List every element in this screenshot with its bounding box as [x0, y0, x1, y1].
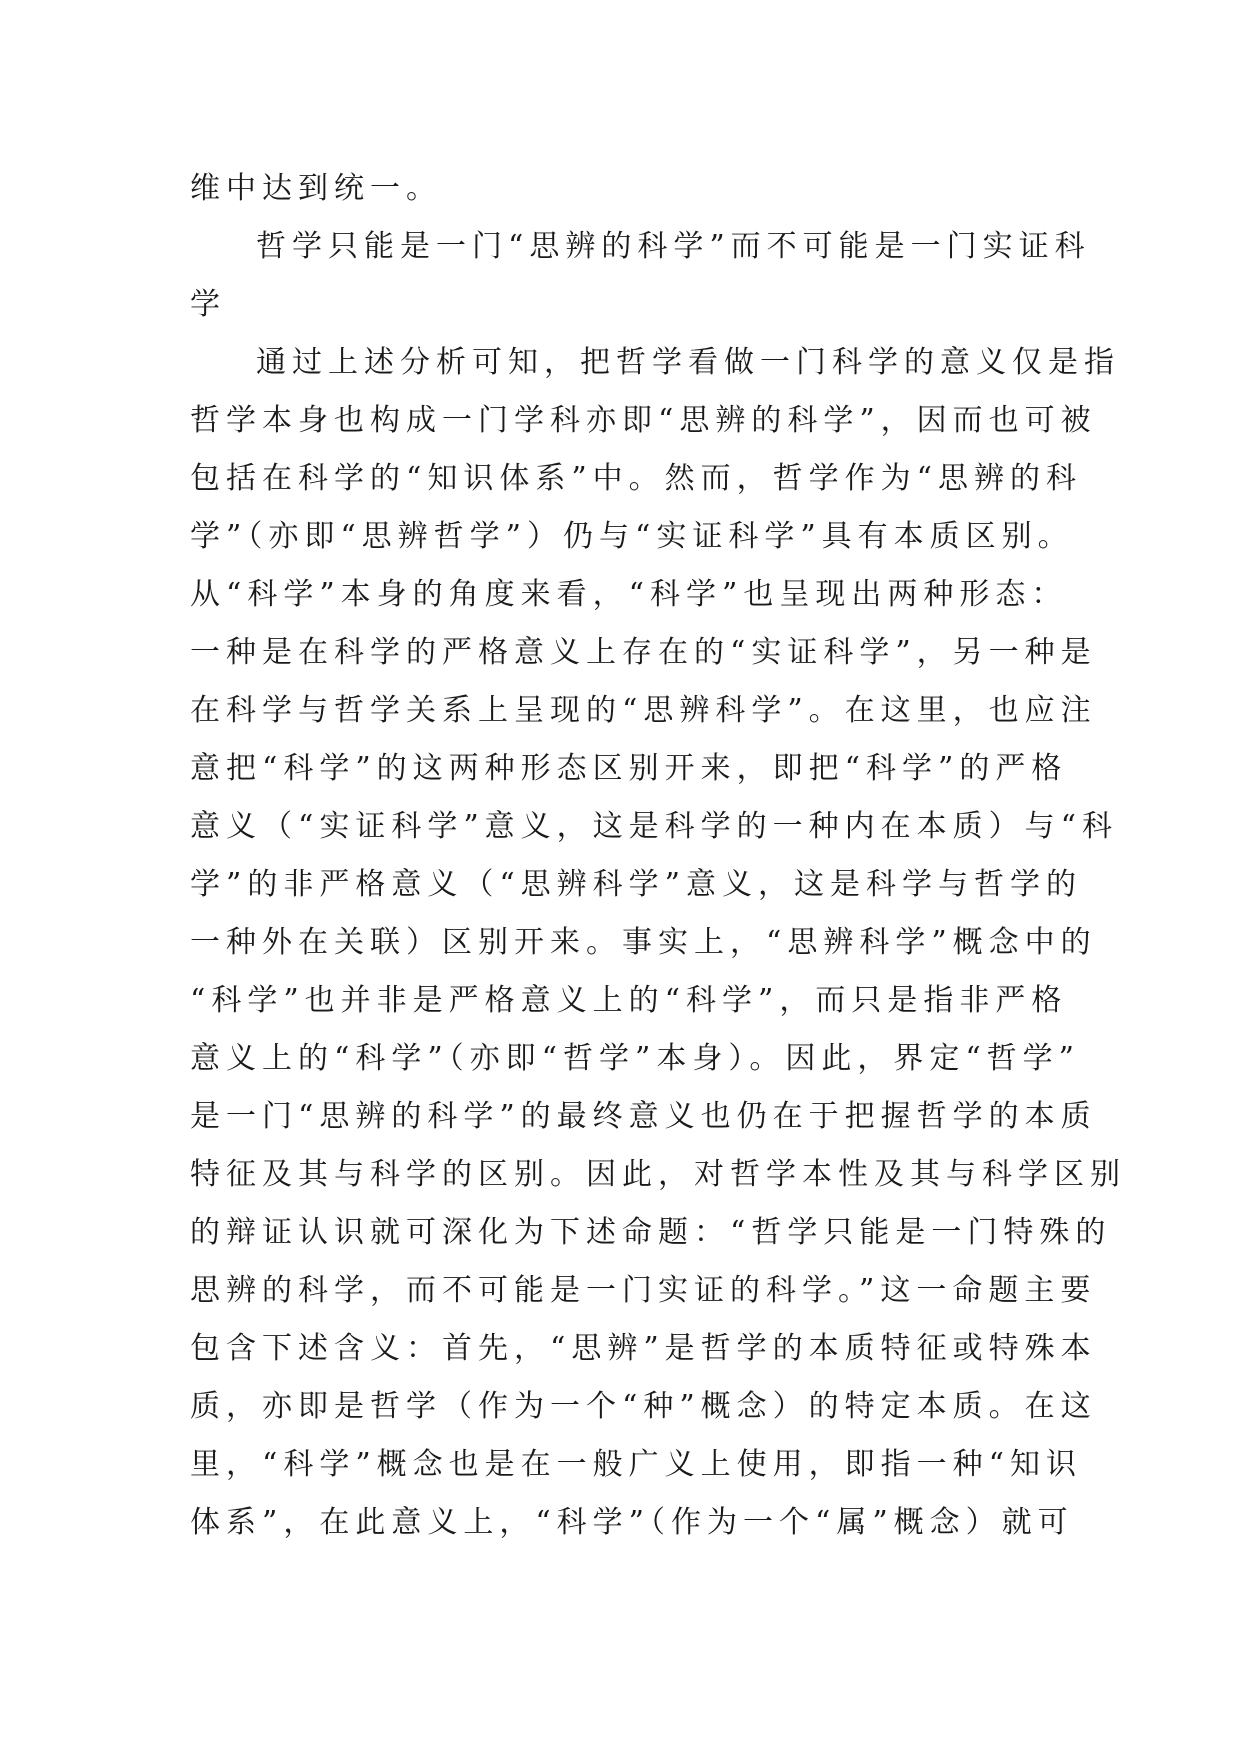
text-line: 特征及其与科学的区别。因此，对哲学本性及其与科学区别 [190, 1157, 1126, 1192]
text-line: 包括在科学的“知识体系”中。然而，哲学作为“思辨的科 [190, 461, 1083, 496]
text-line: 意把“科学”的这两种形态区别开来，即把“科学”的严格 [190, 751, 1068, 786]
text-line: 是一门“思辨的科学”的最终意义也仍在于把握哲学的本质 [190, 1099, 1097, 1134]
text-line: 学”的非严格意义（“思辨科学”意义，这是科学与哲学的 [190, 867, 1083, 902]
body-text [190, 160, 1126, 1552]
text-line: 意义上的“科学”（亦即“哲学”本身）。因此，界定“哲学” [190, 1041, 1081, 1076]
section-heading: 哲学只能是一门“思辨的科学”而不可能是一门实证科 [256, 229, 1091, 264]
text-line: 质，亦即是哲学（作为一个“种”概念）的特定本质。在这 [190, 1389, 1097, 1424]
text-line: 一种外在关联）区别开来。事实上，“思辨科学”概念中的 [190, 925, 1097, 960]
text-line: 意义（“实证科学”意义，这是科学的一种内在本质）与“科 [190, 809, 1119, 844]
text-line: 一种是在科学的严格意义上存在的“实证科学”，另一种是 [190, 635, 1097, 670]
section-heading-continuation: 学 [190, 287, 226, 322]
text-line: 在科学与哲学关系上呈现的“思辨科学”。在这里，也应注 [190, 693, 1097, 728]
text-line: 体系”，在此意义上，“科学”（作为一个“属”概念）就可 [190, 1505, 1074, 1540]
text-line: 的辩证认识就可深化为下述命题：“哲学只能是一门特殊的 [190, 1215, 1112, 1250]
text-line: “科学”也并非是严格意义上的“科学”，而只是指非严格 [190, 983, 1068, 1018]
text-line: 学”（亦即“思辨哲学”）仍与“实证科学”具有本质区别。 [190, 519, 1074, 554]
text-line: 维中达到统一。 [190, 171, 442, 206]
text-line: 里，“科学”概念也是在一般广义上使用，即指一种“知识 [190, 1447, 1083, 1482]
paragraph-first-line: 通过上述分析可知，把哲学看做一门科学的意义仅是指 [256, 345, 1120, 380]
text-line: 哲学本身也构成一门学科亦即“思辨的科学”，因而也可被 [190, 403, 1097, 438]
text-line: 思辨的科学，而不可能是一门实证的科学。”这一命题主要 [190, 1273, 1097, 1308]
text-line: 包含下述含义：首先，“思辨”是哲学的本质特征或特殊本 [190, 1331, 1097, 1366]
text-line: 从“科学”本身的角度来看，“科学”也呈现出两种形态： [190, 577, 1068, 612]
